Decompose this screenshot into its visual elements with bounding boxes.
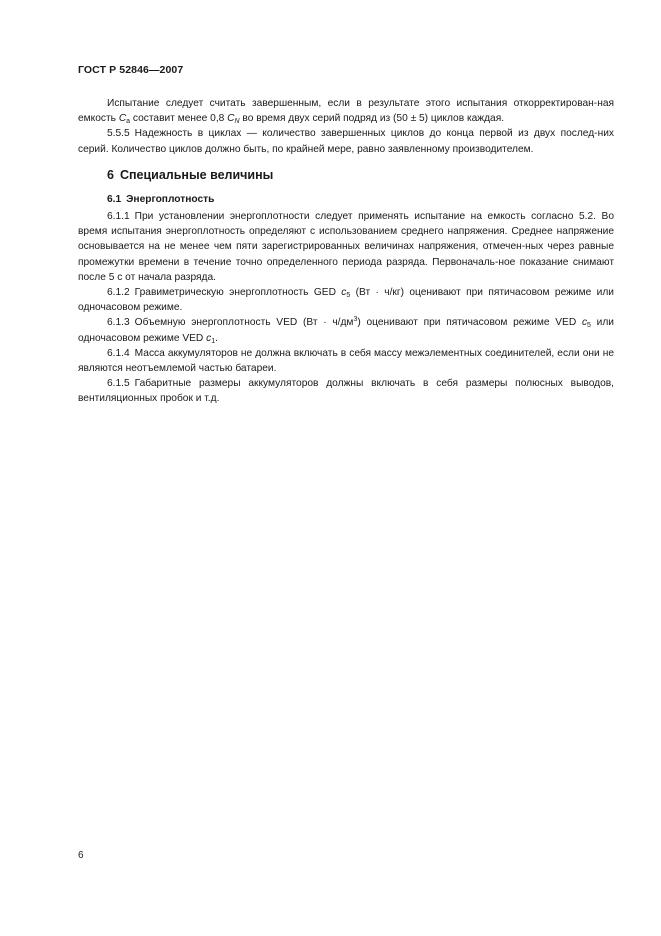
- paragraph-6-1-2: 6.1.2 Гравиметрическую энергоплотность GED $c_5$ (Вт · ч/кг) оценивают при пятичасовом режиме или одночасовом режиме.: [78, 287, 614, 314]
- paragraph-6-1-5: 6.1.5 Габаритные размеры аккумуляторов должны включать в себя размеры полюсных выводов, вентиляционных пробок и т.д.: [78, 378, 614, 405]
- clause-number: 5.5.5: [107, 128, 130, 140]
- clause-number: 6.1.5: [107, 378, 130, 390]
- document-code-header: ГОСТ Р 52846—2007: [78, 64, 184, 76]
- section-6-heading: 6 Специальные величины: [107, 167, 274, 182]
- clause-number: 6.1.2: [107, 287, 130, 299]
- paragraph-5-5-5: 5.5.5 Надежность в циклах — количество завершенных циклов до конца первой из двух послед-них серий. Количество циклов должно быть, по крайней мере, равно заявленному производителем.: [78, 128, 614, 155]
- document-body: [78, 96, 614, 407]
- paragraph-6-1-1: 6.1.1 При установлении энергоплотности следует применять испытание на емкость согласно 5.2. Во время испытания энергоплотность определяют с использованием среднего напряжения. Среднее напряжение основывается на не менее чем пяти зарегистрированных величинах напряжения, отмечен-ных через равные промежутки времени в течение точно определенного периода разряда. Первоначаль-ное показание снимают после 5 с от начала разряда.: [78, 211, 614, 283]
- paragraph-6-1-3: 6.1.3 Объемную энергоплотность VED $(Вт \cdot ч/дм^3)$ оценивают при пятичасовом режиме VED $c_5$ или одночасовом режиме VED $c_1$.: [78, 316, 614, 345]
- section-6-1-heading: 6.1 Энергоплотность: [107, 193, 215, 205]
- page-number: 6: [78, 850, 84, 861]
- clause-number: 6.1.4: [107, 347, 130, 359]
- clause-number: 6.1.3: [107, 317, 130, 329]
- paragraph-test-completion: Испытание следует считать завершенным, если в результате этого испытания откорректирован-ная емкость $C_a$ составит менее 0,8 $C_N$ во время двух серий подряд из (50 ± 5) циклов каждая.: [78, 98, 614, 126]
- paragraph-6-1-4: 6.1.4 Масса аккумуляторов не должна включать в себя массу межэлементных соединителей, если они не являются неотъемлемой частью батареи.: [78, 347, 614, 375]
- clause-number: 6.1.1: [107, 211, 130, 223]
